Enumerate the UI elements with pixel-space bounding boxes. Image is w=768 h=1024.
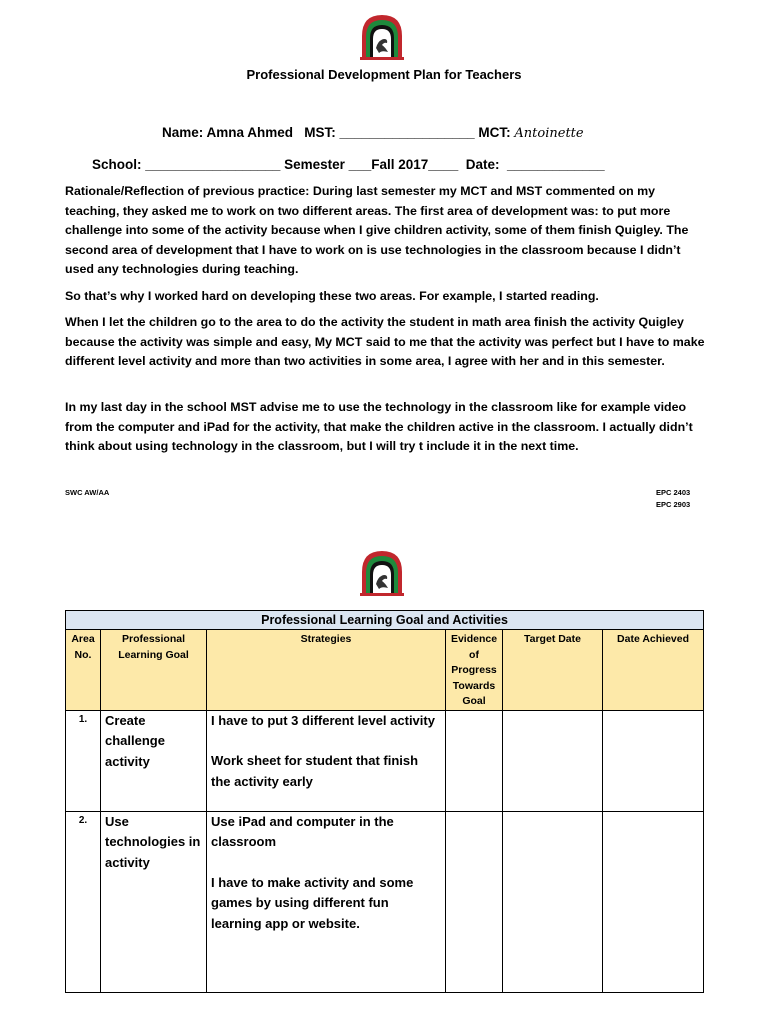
- math-area-paragraph: When I let the children go to the area to do the activity the student in math area finish the activity Quigley because the activity was simple and easy, My MCT said to me that the activity was perfect but I have to make different level activity and more than two activities in some area, I agree with her and in this semester.: [65, 315, 705, 368]
- reading-paragraph: So that’s why I worked hard on developing these two areas. For example, I started reading.: [65, 289, 599, 303]
- rationale-paragraph: Rationale/Reflection of previous practice: During last semester my MCT and MST commented on my teaching, they asked me to work on two different areas. The first area of development was: to put more challenge into some of the activity because when I give children activity, some of them finish Quigley. The second area of development that I have to work on is use technologies in the classroom because I didn’t used any technologies during teaching.: [65, 184, 689, 276]
- row-goal: Use technologies in activity: [101, 811, 207, 992]
- row-goal: Create challenge activity: [101, 710, 207, 811]
- row-strategies: [207, 811, 446, 992]
- strategy-item: I have to put 3 different level activity: [211, 712, 435, 728]
- footer-course-codes: [656, 487, 690, 511]
- table-title: Professional Learning Goal and Activities: [66, 611, 704, 630]
- header-date-achieved: Date Achieved: [603, 630, 704, 711]
- row-strategies: [207, 710, 446, 811]
- learning-goals-table: [65, 610, 704, 993]
- row-target-date-cell: [503, 811, 603, 992]
- strategy-item: Work sheet for student that finish the activity early: [211, 753, 419, 789]
- header-area-no: Area No.: [66, 630, 101, 711]
- school-semester-date-line: School: __________________ Semester ___Fall 2017____ Date: _____________: [92, 157, 605, 172]
- name-mst-mct-line: [162, 125, 584, 141]
- strategy-item: I have to make activity and some games by using different fun learning app or website.: [211, 874, 414, 931]
- header-strategies: Strategies: [207, 630, 446, 711]
- row-evidence-cell: [446, 811, 503, 992]
- strategy-item: Use iPad and computer in the classroom: [211, 813, 394, 849]
- course-code-1: EPC 2403: [656, 488, 691, 497]
- institution-logo: [358, 12, 406, 62]
- header-target-date: Target Date: [503, 630, 603, 711]
- table-row: [66, 811, 704, 992]
- document-title: Professional Development Plan for Teachers: [246, 67, 522, 82]
- row-target-date-cell: [503, 710, 603, 811]
- header-learning-goal: Professional Learning Goal: [101, 630, 207, 711]
- header-evidence: Evidence of Progress Towards Goal: [446, 630, 503, 711]
- technology-paragraph: In my last day in the school MST advise me to use the technology in the classroom like for example video from the computer and iPad for the activity, that make the children active in the classroom. I actually didn’t think about using technology in the classroom, but I will try t include it in the next time.: [65, 400, 693, 453]
- table-row: [66, 710, 704, 811]
- row-number: 1.: [66, 710, 101, 811]
- row-evidence-cell: [446, 710, 503, 811]
- row-date-achieved-cell: [603, 811, 704, 992]
- footer-left-code: SWC AW/AA: [65, 488, 110, 497]
- mct-signature: Antoinette: [514, 126, 584, 141]
- name-line-text: Name: Amna Ahmed MST: __________________ MCT:: [162, 125, 515, 140]
- course-code-2: EPC 2903: [656, 500, 691, 509]
- row-date-achieved-cell: [603, 710, 704, 811]
- row-number: 2.: [66, 811, 101, 992]
- institution-logo-page2: [358, 548, 406, 598]
